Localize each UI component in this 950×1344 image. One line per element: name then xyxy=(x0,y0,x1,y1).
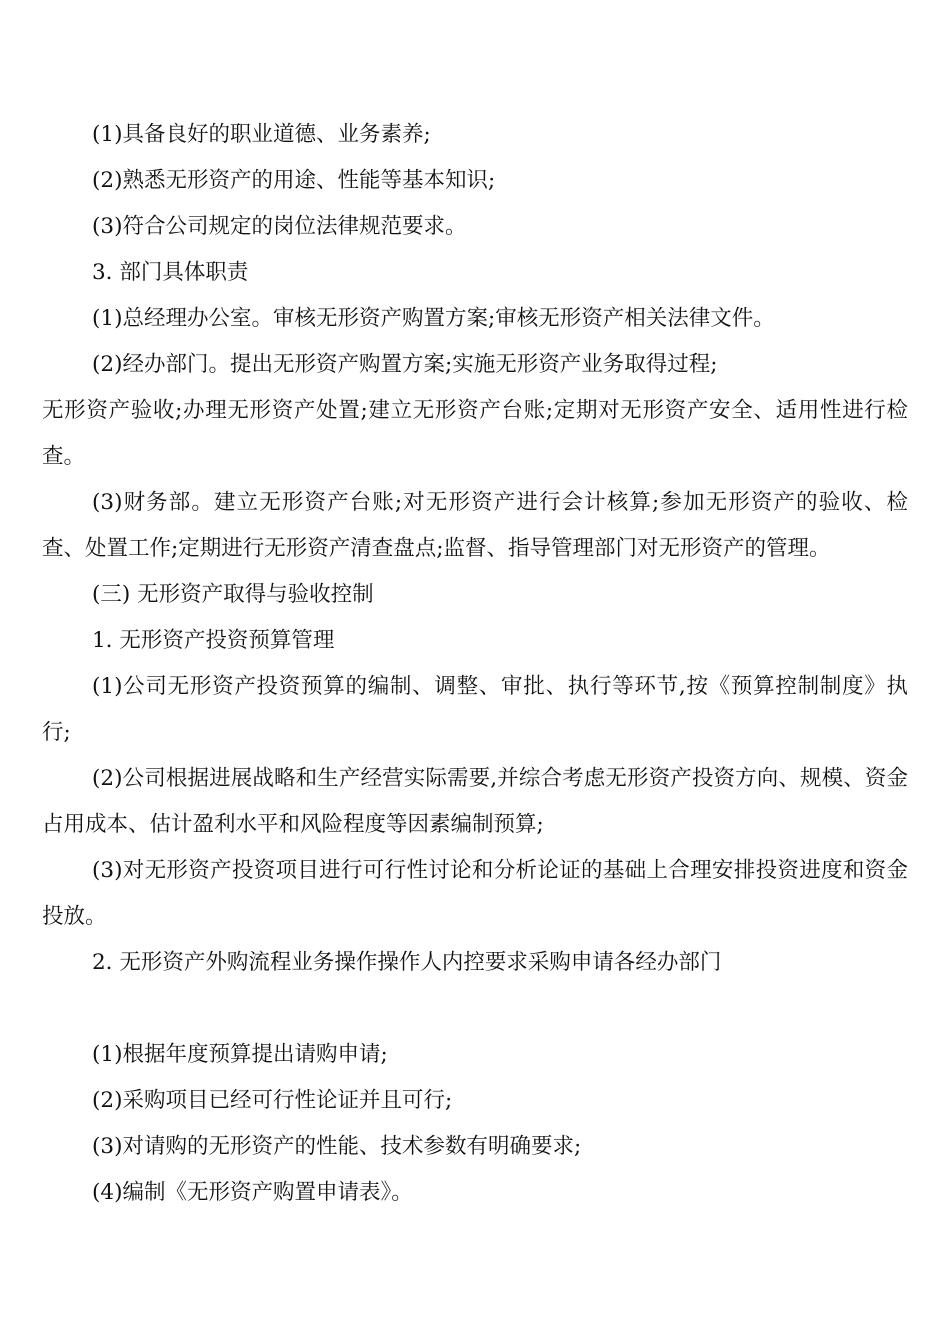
paragraph-duty-gm-office: (1)总经理办公室。审核无形资产购置方案;审核无形资产相关法律文件。 xyxy=(92,306,775,331)
section-heading-purchase-flow: 2. 无形资产外购流程业务操作操作人内控要求采购申请各经办部门 xyxy=(92,950,722,975)
section-heading-department-duties: 3. 部门具体职责 xyxy=(92,260,249,285)
section-heading-budget-management: 1. 无形资产投资预算管理 xyxy=(92,628,335,653)
paragraph-qualification-1: (1)具备良好的职业道德、业务素养; xyxy=(92,122,431,147)
paragraph-budget-3: (3)对无形资产投资项目进行可行性讨论和分析论证的基础上合理安排投资进度和资金投放。 xyxy=(42,858,908,929)
paragraph-duty-finance-dept: (3)财务部。建立无形资产台账;对无形资产进行会计核算;参加无形资产的验收、检查、处置工作;定期进行无形资产清查盘点;监督、指导管理部门对无形资产的管理。 xyxy=(42,490,908,561)
paragraph-purchase-1: (1)根据年度预算提出请购申请; xyxy=(92,1042,388,1067)
paragraph-qualification-2: (2)熟悉无形资产的用途、性能等基本知识; xyxy=(92,168,496,193)
paragraph-budget-2: (2)公司根据进展战略和生产经营实际需要,并综合考虑无形资产投资方向、规模、资金占用成本、估计盈利水平和风险程度等因素编制预算; xyxy=(42,766,908,837)
paragraph-budget-1: (1)公司无形资产投资预算的编制、调整、审批、执行等环节,按《预算控制制度》执行; xyxy=(42,674,908,745)
paragraph-duty-handling-dept: (2)经办部门。提出无形资产购置方案;实施无形资产业务取得过程; xyxy=(92,352,718,377)
document-page xyxy=(42,112,908,1216)
paragraph-qualification-3: (3)符合公司规定的岗位法律规范要求。 xyxy=(92,214,467,239)
paragraph-duty-handling-dept-cont: 无形资产验收;办理无形资产处置;建立无形资产台账;定期对无形资产安全、适用性进行检查。 xyxy=(42,398,908,469)
section-heading-acquisition-control: (三) 无形资产取得与验收控制 xyxy=(92,582,374,607)
paragraph-purchase-3: (3)对请购的无形资产的性能、技术参数有明确要求; xyxy=(92,1134,582,1159)
paragraph-purchase-4: (4)编制《无形资产购置申请表》。 xyxy=(92,1180,413,1205)
blank-gap xyxy=(42,986,908,1032)
paragraph-purchase-2: (2)采购项目已经可行性论证并且可行; xyxy=(92,1088,453,1113)
